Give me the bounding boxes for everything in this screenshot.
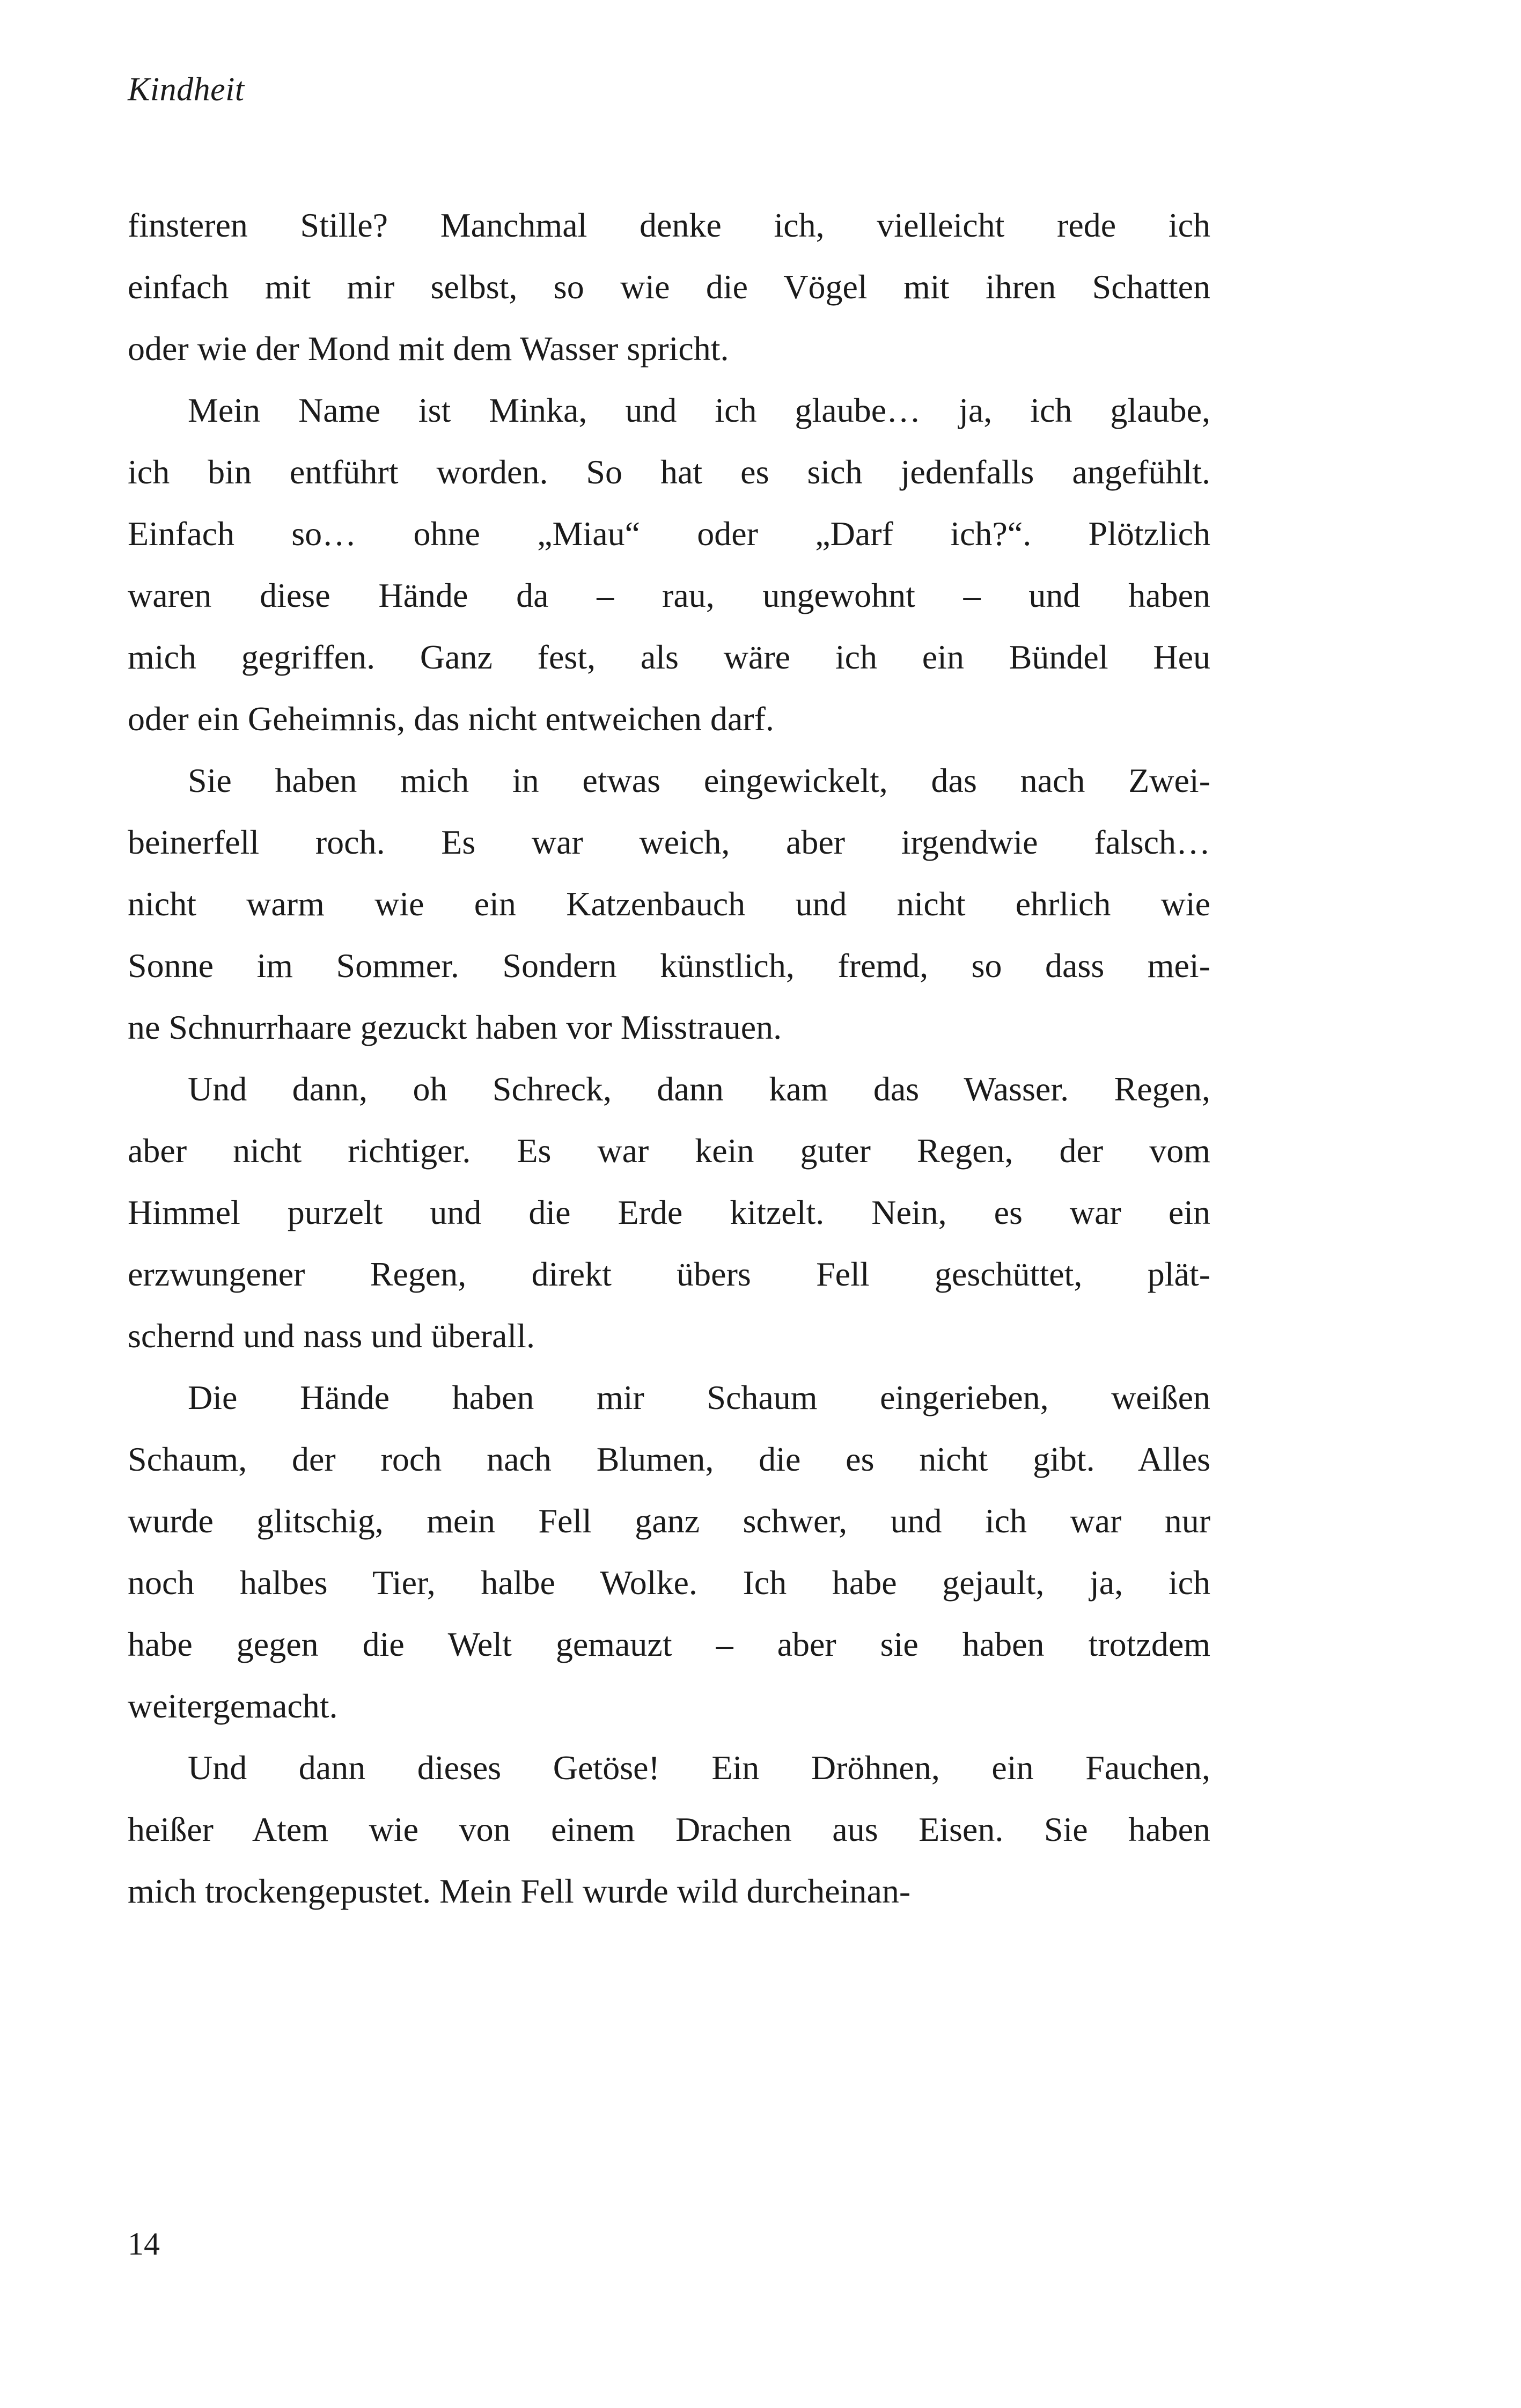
text-line: mich trockengepustet. Mein Fell wurde wild durcheinan-	[128, 1872, 911, 1910]
text-line: erzwungener Regen, direkt übers Fell geschüttet, plät-	[128, 1255, 1210, 1293]
text-line: Sonne im Sommer. Sondern künstlich, fremd, so dass mei-	[128, 946, 1210, 985]
text-line: wurde glitschig, mein Fell ganz schwer, und ich war nur	[128, 1502, 1210, 1540]
text-line: waren diese Hände da – rau, ungewohnt – und haben	[128, 576, 1210, 614]
text-line: Die Hände haben mir Schaum eingerieben, weißen	[188, 1378, 1210, 1416]
paragraph	[128, 379, 1210, 750]
text-line: oder wie der Mond mit dem Wasser spricht.	[128, 329, 729, 368]
paragraph	[128, 1367, 1210, 1737]
text-line: mich gegriffen. Ganz fest, als wäre ich ein Bündel Heu	[128, 638, 1210, 676]
text-line: weitergemacht.	[128, 1687, 338, 1725]
text-line: Sie haben mich in etwas eingewickelt, das nach Zwei-	[188, 761, 1210, 799]
text-line: ich bin entführt worden. So hat es sich jedenfalls angefühlt.	[128, 453, 1210, 491]
text-line: noch halbes Tier, halbe Wolke. Ich habe gejault, ja, ich	[128, 1563, 1210, 1602]
paragraph	[128, 194, 1210, 379]
text-line: ne Schnurrhaare gezuckt haben vor Misstrauen.	[128, 1008, 782, 1046]
text-line: heißer Atem wie von einem Drachen aus Eisen. Sie haben	[128, 1810, 1210, 1848]
text-line: Und dann dieses Getöse! Ein Dröhnen, ein Fauchen,	[188, 1749, 1210, 1787]
text-line: finsteren Stille? Manchmal denke ich, vielleicht rede ich	[128, 206, 1210, 244]
text-line: Himmel purzelt und die Erde kitzelt. Nein, es war ein	[128, 1193, 1210, 1231]
paragraph	[128, 1737, 1210, 1922]
text-line: aber nicht richtiger. Es war kein guter Regen, der vom	[128, 1132, 1210, 1170]
text-line: Mein Name ist Minka, und ich glaube… ja, ich glaube,	[188, 391, 1210, 429]
text-block	[128, 194, 1210, 1922]
running-header: Kindheit	[128, 71, 245, 108]
text-line: einfach mit mir selbst, so wie die Vögel mit ihren Schatten	[128, 268, 1210, 306]
text-line: Und dann, oh Schreck, dann kam das Wasser. Regen,	[188, 1070, 1210, 1108]
page-number: 14	[128, 2226, 160, 2262]
paragraph	[128, 750, 1210, 1058]
text-line: oder ein Geheimnis, das nicht entweichen darf.	[128, 700, 774, 738]
text-line: habe gegen die Welt gemauzt – aber sie haben trotzdem	[128, 1625, 1210, 1663]
text-line: nicht warm wie ein Katzenbauch und nicht ehrlich wie	[128, 885, 1210, 923]
text-line: Schaum, der roch nach Blumen, die es nicht gibt. Alles	[128, 1440, 1210, 1478]
text-line: beinerfell roch. Es war weich, aber irgendwie falsch…	[128, 823, 1210, 861]
paragraph	[128, 1058, 1210, 1367]
text-line: Einfach so… ohne „Miau“ oder „Darf ich?“. Plötzlich	[128, 515, 1210, 553]
text-line: schernd und nass und überall.	[128, 1317, 535, 1355]
